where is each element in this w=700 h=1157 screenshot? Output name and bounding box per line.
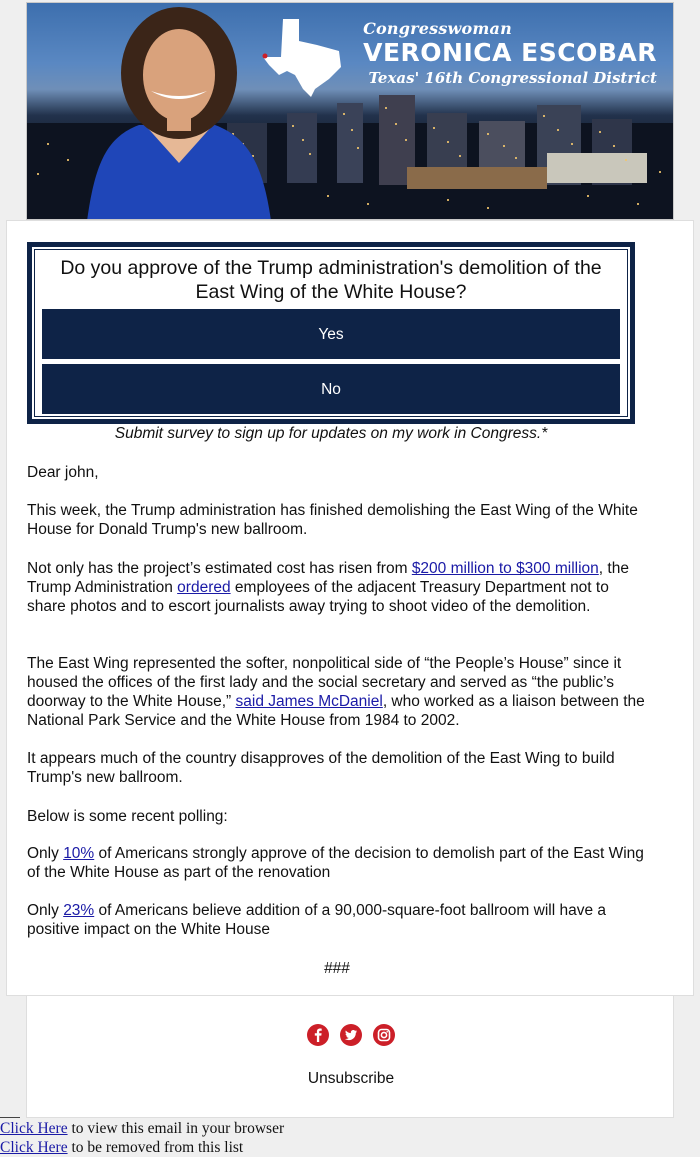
paragraph-1: This week, the Trump administration has finished demolishing the East Wing of the White House for Donald Trump's new ballroom. [27,502,638,538]
paragraph-2-text-a: Not only has the project’s estimated cost has risen from [27,560,412,577]
ordered-link[interactable]: ordered [177,579,231,596]
end-mark: ### [324,960,350,977]
header-subtitle: Texas' 16th Congressional District [368,69,657,87]
survey-box [27,242,635,424]
header-title-small: Congresswoman [363,19,512,38]
mcdaniel-link[interactable]: said James McDaniel [235,693,383,710]
header-title-big: VERONICA ESCOBAR [363,38,657,67]
twitter-icon[interactable] [340,1024,362,1046]
unsubscribe-link[interactable]: Unsubscribe [307,1070,395,1087]
view-in-browser-link[interactable]: Click Here [0,1120,68,1137]
paragraph-7 [27,901,647,939]
header-banner [26,2,674,220]
survey-yes-button[interactable]: Yes [42,309,620,359]
email-footer [26,996,674,1118]
paragraph-3-text-a: The East Wing represented the softer, nonpolitical side of “the People’s House” since it housed the offices of the first lady and the social secretary and served as “the public’s doorway to the White House,” [27,655,622,710]
social-icons [27,1024,675,1046]
paragraph-7-text-a: Only [27,902,64,919]
survey-note: Submit survey to sign up for updates on my work in Congress.* [114,425,548,442]
paragraph-3-text-b: , who worked as a liaison between the National Park Service and the White House from 1984 to 2002. [27,693,645,729]
view-in-browser-text: to view this email in your browser [67,1120,285,1137]
poll-10-link[interactable]: 10% [63,845,95,862]
remove-from-list-line [0,1138,700,1157]
cost-link[interactable]: $200 million to $300 million [411,560,599,577]
survey-inner-border [34,249,628,417]
header-logo-text [363,19,657,87]
survey-no-button[interactable]: No [42,364,620,414]
paragraph-4: It appears much of the country disapproves of the demolition of the East Wing to build Trump's new ballroom. [27,750,615,786]
greeting: Dear john, [27,464,99,481]
texas-state-icon [259,17,345,97]
bottom-links [0,1119,700,1157]
paragraph-2 [27,559,647,616]
paragraph-6 [27,844,647,882]
email-body-card [6,220,694,996]
paragraph-7-text-b: of Americans believe addition of a 90,000-square-foot ballroom will have a positive impact on the White House [27,902,607,938]
paragraph-6-text-b: of Americans strongly approve of the decision to demolish part of the East Wing of the White House as part of the renovation [27,845,644,881]
facebook-icon[interactable] [307,1024,329,1046]
paragraph-2-text-b: , the Trump Administration [27,560,629,596]
paragraph-6-text-a: Only [27,845,64,862]
poll-23-link[interactable]: 23% [63,902,95,919]
paragraph-3 [27,654,647,730]
survey-question: Do you approve of the Trump administration's demolition of the East Wing of the White House? [60,257,602,303]
remove-from-list-link[interactable]: Click Here [0,1139,68,1156]
paragraph-5: Below is some recent polling: [27,808,228,825]
paragraph-2-text-c: employees of the adjacent Treasury Department not to share photos and to escort journalists away trying to shoot video of the demolition. [27,579,609,615]
divider [0,1117,20,1118]
remove-from-list-text: to be removed from this list [67,1139,244,1156]
view-in-browser-line [0,1119,700,1138]
instagram-icon[interactable] [373,1024,395,1046]
